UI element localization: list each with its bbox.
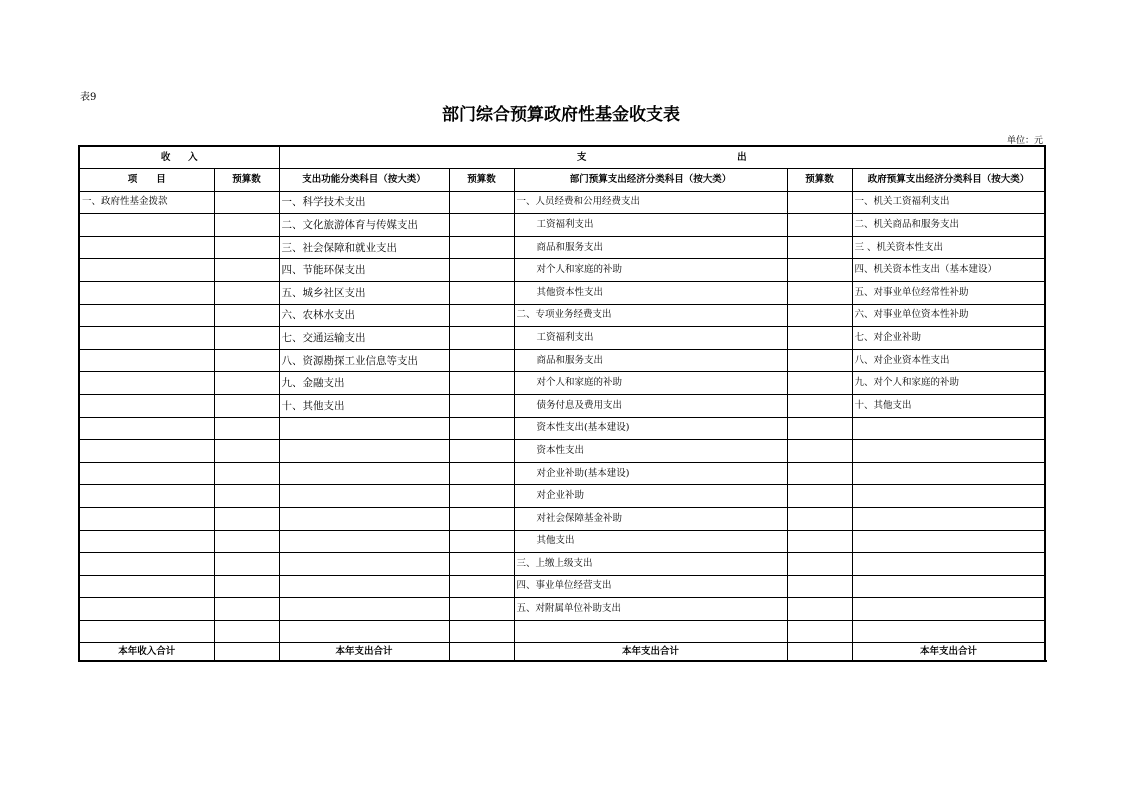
func-item-cell [279, 620, 449, 643]
dept-budget-cell[interactable] [787, 620, 852, 643]
gov-econ-header: 政府预算支出经济分类科目（按大类） [852, 169, 1045, 192]
table-row [79, 259, 1045, 282]
table-row [79, 462, 1045, 485]
table-row [79, 620, 1045, 643]
func-budget-cell[interactable] [449, 214, 514, 237]
dept-item-cell: 资本性支出 [514, 440, 787, 463]
table-row [79, 191, 1045, 214]
gov-item-cell: 六、对事业单位资本性补助 [852, 304, 1045, 327]
gov-item-cell [852, 575, 1045, 598]
unit-label: 单位：元 [1006, 136, 1043, 146]
dept-budget-cell[interactable] [787, 214, 852, 237]
income-item-cell [79, 575, 214, 598]
func-item-cell [279, 462, 449, 485]
gov-item-cell: 一、机关工资福利支出 [852, 191, 1045, 214]
income-item-cell [79, 394, 214, 417]
dept-item-cell: 资本性支出(基本建设) [514, 417, 787, 440]
dept-item-cell: 四、事业单位经营支出 [514, 575, 787, 598]
income-item-cell [79, 530, 214, 553]
dept-budget-cell[interactable] [787, 191, 852, 214]
dept-budget-cell[interactable] [787, 304, 852, 327]
func-item-cell: 二、文化旅游体育与传媒支出 [279, 214, 449, 237]
dept-item-cell: 其他资本性支出 [514, 281, 787, 304]
table-row [79, 236, 1045, 259]
income-budget-cell[interactable] [214, 349, 279, 372]
func-item-cell [279, 440, 449, 463]
income-item-cell [79, 462, 214, 485]
gov-item-cell [852, 462, 1045, 485]
dept-econ-header: 部门预算支出经济分类科目（按大类） [514, 169, 787, 192]
table-row [79, 349, 1045, 372]
income-item-cell [79, 281, 214, 304]
income-band-header [79, 146, 279, 169]
dept-item-cell: 商品和服务支出 [514, 236, 787, 259]
func-item-cell [279, 553, 449, 576]
dept-budget-cell[interactable] [787, 575, 852, 598]
func-budget-cell[interactable] [449, 598, 514, 621]
income-item-cell [79, 236, 214, 259]
func-budget-cell[interactable] [449, 236, 514, 259]
income-budget-cell[interactable] [214, 440, 279, 463]
income-total-label: 本年收入合计 [79, 643, 214, 662]
gov-item-cell: 五、对事业单位经常性补助 [852, 281, 1045, 304]
func-item-cell [279, 507, 449, 530]
income-budget-cell[interactable] [214, 327, 279, 350]
gov-item-cell [852, 507, 1045, 530]
func-budget-cell[interactable] [449, 575, 514, 598]
income-item-cell [79, 304, 214, 327]
table-row [79, 440, 1045, 463]
func-item-cell: 五、城乡社区支出 [279, 281, 449, 304]
gov-item-cell [852, 620, 1045, 643]
dept-budget-cell[interactable] [787, 553, 852, 576]
gov-item-cell: 八、对企业资本性支出 [852, 349, 1045, 372]
func-budget-cell[interactable] [449, 394, 514, 417]
func-item-cell: 一、科学技术支出 [279, 191, 449, 214]
income-band-char-2: 入 [188, 151, 198, 163]
func-budget-cell[interactable] [449, 304, 514, 327]
gov-item-cell [852, 530, 1045, 553]
func-budget-cell[interactable] [449, 259, 514, 282]
dept-item-cell: 工资福利支出 [514, 327, 787, 350]
func-budget-cell[interactable] [449, 281, 514, 304]
income-budget-cell[interactable] [214, 507, 279, 530]
func-item-cell: 七、交通运输支出 [279, 327, 449, 350]
income-item-cell [79, 259, 214, 282]
func-item-cell: 四、节能环保支出 [279, 259, 449, 282]
income-budget-cell[interactable] [214, 530, 279, 553]
func-budget-cell[interactable] [449, 485, 514, 508]
func-budget-header: 预算数 [449, 169, 514, 192]
dept-budget-cell[interactable] [787, 530, 852, 553]
gov-total-label: 本年支出合计 [852, 643, 1045, 662]
header-band-row [79, 146, 1045, 169]
dept-item-cell: 三、上缴上级支出 [514, 553, 787, 576]
func-item-cell: 八、资源勘探工业信息等支出 [279, 349, 449, 372]
income-budget-cell[interactable] [214, 394, 279, 417]
func-item-cell [279, 575, 449, 598]
table-row [79, 485, 1045, 508]
table-number: 表9 [80, 92, 97, 103]
income-budget-cell[interactable] [214, 259, 279, 282]
dept-item-cell: 五、对附属单位补助支出 [514, 598, 787, 621]
income-item-cell [79, 417, 214, 440]
func-item-cell [279, 598, 449, 621]
income-budget-cell[interactable] [214, 485, 279, 508]
table-row [79, 553, 1045, 576]
dept-item-cell: 商品和服务支出 [514, 349, 787, 372]
gov-item-cell [852, 485, 1045, 508]
dept-item-cell: 一、人员经费和公用经费支出 [514, 191, 787, 214]
table-row [79, 327, 1045, 350]
income-budget-header: 预算数 [214, 169, 279, 192]
item-header: 项 目 [79, 169, 214, 192]
func-item-cell: 六、农林水支出 [279, 304, 449, 327]
gov-item-cell [852, 598, 1045, 621]
budget-table [78, 145, 1046, 662]
column-header-row [79, 169, 1045, 192]
func-budget-cell[interactable] [449, 530, 514, 553]
dept-budget-cell[interactable] [787, 462, 852, 485]
income-band-char-1: 收 [160, 151, 171, 163]
expense-band-char-2: 出 [737, 151, 747, 163]
func-budget-cell[interactable] [449, 620, 514, 643]
gov-item-cell: 七、对企业补助 [852, 327, 1045, 350]
gov-item-cell [852, 417, 1045, 440]
expense-band-char-1: 支 [576, 151, 587, 163]
table-row [79, 575, 1045, 598]
func-item-cell [279, 417, 449, 440]
table-row [79, 281, 1045, 304]
table-row [79, 372, 1045, 395]
func-item-cell: 九、金融支出 [279, 372, 449, 395]
income-budget-cell[interactable] [214, 553, 279, 576]
income-budget-cell[interactable] [214, 214, 279, 237]
dept-budget-cell[interactable] [787, 259, 852, 282]
income-total-value[interactable] [214, 643, 279, 662]
dept-budget-cell[interactable] [787, 349, 852, 372]
table-row [79, 304, 1045, 327]
gov-item-cell: 三 、机关资本性支出 [852, 236, 1045, 259]
dept-budget-cell[interactable] [787, 507, 852, 530]
func-item-cell [279, 530, 449, 553]
func-item-cell: 十、其他支出 [279, 394, 449, 417]
expense-band-header [279, 146, 1045, 169]
table-row [79, 507, 1045, 530]
dept-budget-cell[interactable] [787, 327, 852, 350]
func-budget-cell[interactable] [449, 191, 514, 214]
income-budget-cell[interactable] [214, 281, 279, 304]
dept-item-cell: 二、专项业务经费支出 [514, 304, 787, 327]
income-budget-cell[interactable] [214, 620, 279, 643]
func-budget-cell[interactable] [449, 372, 514, 395]
dept-item-cell: 工资福利支出 [514, 214, 787, 237]
func-total-value[interactable] [449, 643, 514, 662]
dept-budget-cell[interactable] [787, 372, 852, 395]
income-budget-cell[interactable] [214, 304, 279, 327]
table-row [79, 394, 1045, 417]
dept-budget-cell[interactable] [787, 236, 852, 259]
income-budget-cell[interactable] [214, 598, 279, 621]
dept-budget-cell[interactable] [787, 394, 852, 417]
income-item-cell [79, 620, 214, 643]
table-row [79, 417, 1045, 440]
func-class-header: 支出功能分类科目（按大类） [279, 169, 449, 192]
gov-item-cell: 十、其他支出 [852, 394, 1045, 417]
func-budget-cell[interactable] [449, 553, 514, 576]
income-item-cell [79, 372, 214, 395]
func-budget-cell[interactable] [449, 440, 514, 463]
dept-item-cell [514, 620, 787, 643]
income-budget-cell[interactable] [214, 372, 279, 395]
income-item-cell [79, 214, 214, 237]
func-budget-cell[interactable] [449, 349, 514, 372]
dept-budget-cell[interactable] [787, 485, 852, 508]
func-budget-cell[interactable] [449, 462, 514, 485]
dept-item-cell: 其他支出 [514, 530, 787, 553]
gov-item-cell [852, 553, 1045, 576]
income-item-cell: 一、政府性基金拨款 [79, 191, 214, 214]
income-item-cell [79, 327, 214, 350]
func-budget-cell[interactable] [449, 507, 514, 530]
dept-budget-cell[interactable] [787, 417, 852, 440]
dept-item-cell: 对社会保障基金补助 [514, 507, 787, 530]
func-total-label: 本年支出合计 [279, 643, 449, 662]
dept-item-cell: 对企业补助(基本建设) [514, 462, 787, 485]
dept-total-label: 本年支出合计 [514, 643, 787, 662]
income-budget-cell[interactable] [214, 417, 279, 440]
table-row [79, 530, 1045, 553]
income-budget-cell[interactable] [214, 462, 279, 485]
dept-item-cell: 债务付息及费用支出 [514, 394, 787, 417]
dept-budget-cell[interactable] [787, 281, 852, 304]
income-budget-cell[interactable] [214, 236, 279, 259]
func-budget-cell[interactable] [449, 327, 514, 350]
income-budget-cell[interactable] [214, 191, 279, 214]
income-budget-cell[interactable] [214, 575, 279, 598]
gov-item-cell: 四、机关资本性支出（基本建设） [852, 259, 1045, 282]
dept-total-value[interactable] [787, 643, 852, 662]
income-item-cell [79, 349, 214, 372]
gov-item-cell: 九、对个人和家庭的补助 [852, 372, 1045, 395]
income-item-cell [79, 440, 214, 463]
func-budget-cell[interactable] [449, 417, 514, 440]
income-item-cell [79, 598, 214, 621]
dept-budget-cell[interactable] [787, 440, 852, 463]
dept-budget-header: 预算数 [787, 169, 852, 192]
dept-budget-cell[interactable] [787, 598, 852, 621]
gov-item-cell [852, 440, 1045, 463]
income-item-cell [79, 553, 214, 576]
func-item-cell [279, 485, 449, 508]
page-title: 部门综合预算政府性基金收支表 [442, 105, 680, 125]
dept-item-cell: 对企业补助 [514, 485, 787, 508]
income-item-cell [79, 507, 214, 530]
gov-item-cell: 二、机关商品和服务支出 [852, 214, 1045, 237]
func-item-cell: 三、社会保障和就业支出 [279, 236, 449, 259]
dept-item-cell: 对个人和家庭的补助 [514, 259, 787, 282]
dept-item-cell: 对个人和家庭的补助 [514, 372, 787, 395]
income-item-cell [79, 485, 214, 508]
table-row [79, 214, 1045, 237]
table-row [79, 598, 1045, 621]
total-row [79, 643, 1045, 662]
